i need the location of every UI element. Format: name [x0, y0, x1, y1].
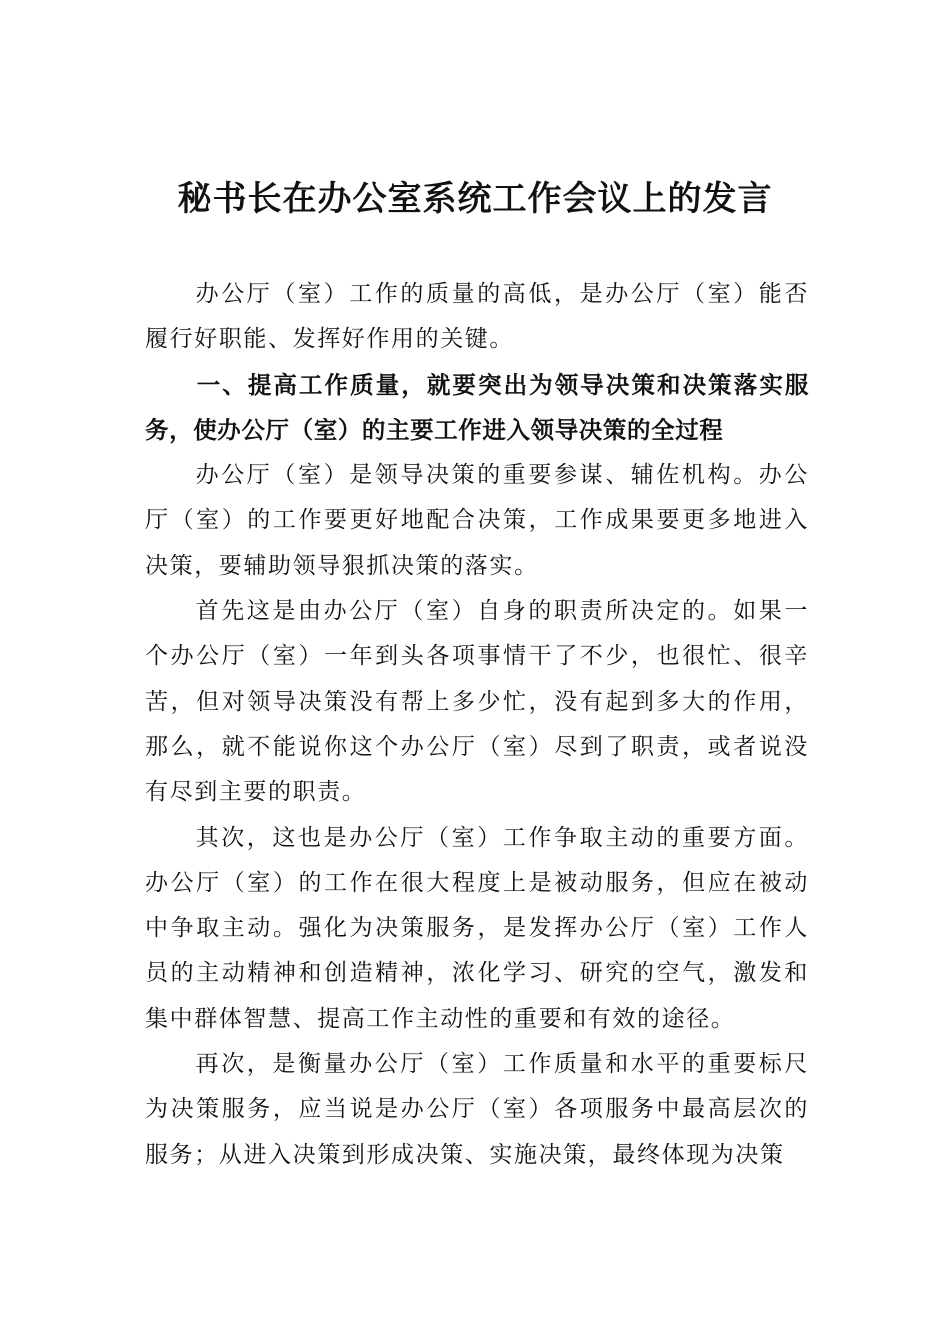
- section-heading-1: 一、提高工作质量，就要突出为领导决策和决策落实服务，使办公厅（室）的主要工作进入领导决策的全过程: [145, 370, 809, 444]
- paragraph-first: 首先这是由办公厅（室）自身的职责所决定的。如果一个办公厅（室）一年到头各项事情干了不少，也很忙、很辛苦，但对领导决策没有帮上多少忙，没有起到多大的作用，那么，就不能说你这个办公厅（室）尽到了职责，或者说没有尽到主要的职责。: [145, 598, 809, 806]
- document-body: [145, 272, 809, 1178]
- paragraph-role: 办公厅（室）是领导决策的重要参谋、辅佐机构。办公厅（室）的工作要更好地配合决策，工作成果要更多地进入决策，要辅助领导狠抓决策的落实。: [145, 462, 809, 579]
- paragraph-second: 其次，这也是办公厅（室）工作争取主动的重要方面。办公厅（室）的工作在很大程度上是被动服务，但应在被动中争取主动。强化为决策服务，是发挥办公厅（室）工作人员的主动精神和创造精神，浓化学习、研究的空气，激发和集中群体智慧、提高工作主动性的重要和有效的途径。: [145, 824, 809, 1032]
- paragraph-third: 再次，是衡量办公厅（室）工作质量和水平的重要标尺为决策服务，应当说是办公厅（室）各项服务中最高层次的服务；从进入决策到形成决策、实施决策，最终体现为决策: [145, 1051, 809, 1168]
- paragraph-intro: 办公厅（室）工作的质量的高低，是办公厅（室）能否履行好职能、发挥好作用的关键。: [145, 281, 809, 353]
- document-title: 秘书长在办公室系统工作会议上的发言: [177, 179, 773, 219]
